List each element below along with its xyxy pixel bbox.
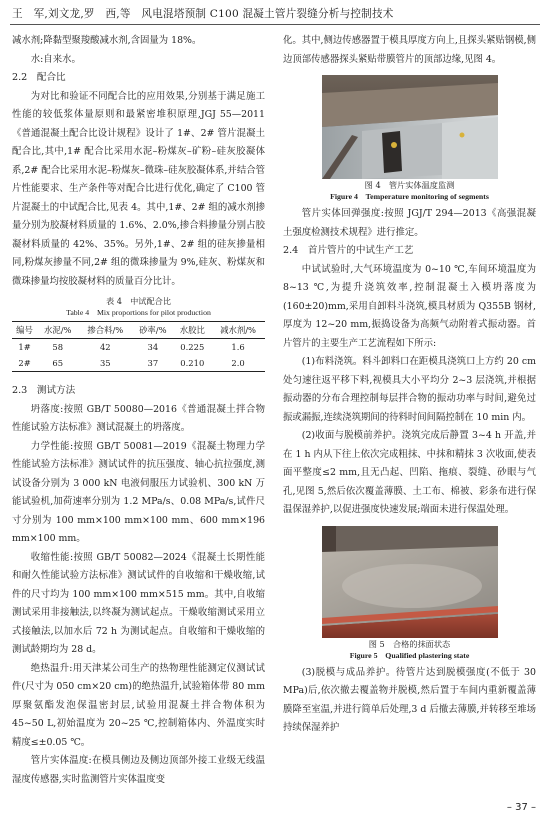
table-cell: 58 [52,342,64,352]
table-cell: 37 [147,358,159,368]
paragraph-step3: (3)脱模与成品养护。待管片达到脱模强度(不低于 30 MPa)后,依次撤去覆盖物并脱模,然后置于车间内重新覆盖薄膜降至室温,并进行简单后处理,3 d 后撤去薄膜,并转移至堆场持续保湿养护 [283,666,536,733]
table-header-row [12,322,265,339]
table-cell: 35 [99,358,111,368]
table-cell: 1.6 [231,342,245,352]
paragraph-trial: 中试试验时,大气环境温度为 0~10 ℃,车间环境温度为 8~13 ℃,为提升浇筑效率,控制混凝土入模坍落度为(160±20)mm,采用自卸料斗浇筑,模具材质为 Q355B 钢材,厚度为 12~20 mm,振捣设备为高频气动附着式振动器。首片管片的主要生产工艺流程如下所示: [283,263,536,349]
table-cell: 34 [147,342,159,352]
paragraph-step2: (2)收面与脱模前养护。浇筑完成后静置 3~4 h 开盖,并在 1 h 内从下往上依次完成粗抹、中抹和精抹 3 次收面,使表面平整度≤2 mm,且无凸起、凹陷、拖痕、裂缝、砂眼与气孔,见图 5,然后依次覆盖薄膜、土工布、棉被、彩条布进行保温保湿养护,以促进强度快速发展;端面未进行保温处理。 [283,430,536,515]
table-header-cell: 砂率/% [139,325,167,335]
table4-caption-en: Table 4 Mix proportions for pilot production [66,308,211,317]
running-header: 王 军,刘文龙,罗 西,等 风电混塔预制 C100 混凝土管片裂缝分析与控制技术 [12,8,394,20]
table-header-cell: 减水剂/% [220,325,257,335]
paragraph-shrinkage: 收缩性能:按照 GB/T 50082—2024《混凝土长期性能和耐久性能试验方法标准》测试试件的自收缩和干燥收缩,试件的尺寸均为 100 mm×100 mm×515 mm。其中,自收缩测试采用非接触法,以终凝为测试起点。干燥收缩测试采用立式接触法,以加水后 72 h 为测试起点。自收缩和干燥收缩的测试龄期均为 28 d。 [12,551,265,655]
paragraph-mechanical: 力学性能:按照 GB/T 50081—2019《混凝土物理力学性能试验方法标准》测试试件的抗压强度、轴心抗拉强度,测试设备分别为 3 000 kN 电液伺服压力试验机、300 kN 万能试验机,加荷速率分别为 1.2 MPa/s、0.08 MPa/s,试件尺寸分别为 100 mm×100 mm×100 mm、600 mm×196 mm×100 mm。 [12,440,265,544]
paragraph-rebound: 管片实体回弹强度:按照 JGJ/T 294—2013《高强混凝土强度检测技术规程》进行推定。 [283,208,536,238]
table-row [12,339,265,356]
page-number: – 37 – [506,802,536,813]
figure5-caption-en: Figure 5 Qualified plastering state [349,650,470,660]
paragraph-reducer: 减水剂;降黏型聚羧酸减水剂,含固量为 18%。 [12,35,202,46]
table-cell: 42 [99,342,111,352]
right-column [283,32,536,738]
table-cell: 1# [18,342,31,352]
section-heading-2-3: 2.3 测试方法 [12,385,76,396]
figure4-photo [322,75,498,179]
paragraph-adiabatic: 绝热温升:用天津某公司生产的热物理性能测定仪测试试件(尺寸为 050 cm×20 cm)的绝热温升,试验箱体带 80 mm 厚聚氨酯发泡保温密封层,试验用混凝土拌合物体积为 45~50 L,初始温度为 20~25 ℃,控制箱体内、外温度实时精度≤±0.05 ℃。 [12,662,265,748]
paragraph-continued: 化。其中,侧边传感器置于模具厚度方向上,且探头紧贴钢模,侧边顶部传感器探头紧贴带膜管片的顶部边缘,见图 4。 [283,35,536,65]
table-cell: 2.0 [231,358,245,368]
table-header-cell: 水泥/% [43,325,72,335]
table-cell: 65 [52,358,64,368]
section-heading-2-4: 2.4 首片管片的中试生产工艺 [283,245,414,256]
paragraph-mix-design: 为对比和验证不同配合比的应用效果,分别基于满足施工性能的较低浆体量原则和最紧密堆积原理,JGJ 55—2011《普通混凝土配合比设计规程》设计了 1#、2# 管片混凝土配合比,其中,1# 配合比采用水泥–粉煤灰–矿粉–硅灰胶凝体系,2# 配合比采用水泥–粉煤灰–微珠–硅灰胶凝体系,并结合管片性能要求、生产条件等对配合比进行优化,确定了 C100 管片混凝土的中试配合比,见表 4。其中,1#、2# 组的减水剂掺量分别为胶凝材料质量的 1.6%、2.0%,掺合料掺量分别占胶凝材料质量的 42%、35%。另外,1#、2# 组的硅灰掺量相同,粉煤灰掺量不同,2# 组的微珠掺量为 9%,硅灰、粉煤灰和微珠掺量均按胶凝材料的质量百分比计。 [12,90,265,287]
paragraph-step1: (1)布料浇筑。料斗卸料口在距模具浇筑口上方约 20 cm 处匀速往返平移下料,视模具大小平均分 2~3 层浇筑,并根据振动器的分布合理控制每层拌合物的振动功率与时间,避免过振或漏振,连续浇筑期间的待料时间间隔控制在 10 min 内。 [283,356,536,423]
table-cell: 0.210 [180,358,205,368]
left-column [12,32,265,789]
table-cell: 0.225 [180,342,205,352]
figure5-caption-cn: 图 5 合格的抹面状态 [368,638,451,649]
table4 [12,321,265,372]
figure4-caption-cn: 图 4 管片实体温度监测 [364,180,455,190]
paragraph-slump: 坍落度:按照 GB/T 50080—2016《普通混凝土拌合物性能试验方法标准》测试混凝土的坍落度。 [12,403,265,433]
table-cell: 2# [18,358,31,368]
figure4-caption-en: Figure 4 Temperature monitoring of segments [330,192,489,201]
table4-caption-cn: 表 4 中试配合比 [105,296,172,306]
section-heading-2-2: 2.2 配合比 [12,72,66,83]
table-header-cell: 编号 [16,325,33,335]
paragraph-water: 水:自来水。 [30,53,81,65]
table-header-cell: 水胶比 [179,325,205,335]
table-header-cell: 掺合料/% [87,325,124,335]
figure5-photo [322,526,498,638]
header-rule [10,24,540,25]
table-row [12,355,265,372]
paragraph-segment-temperature: 管片实体温度:在模具侧边及侧边顶部外接工业级无线温湿度传感器,实时监测管片实体温度变 [12,755,265,785]
